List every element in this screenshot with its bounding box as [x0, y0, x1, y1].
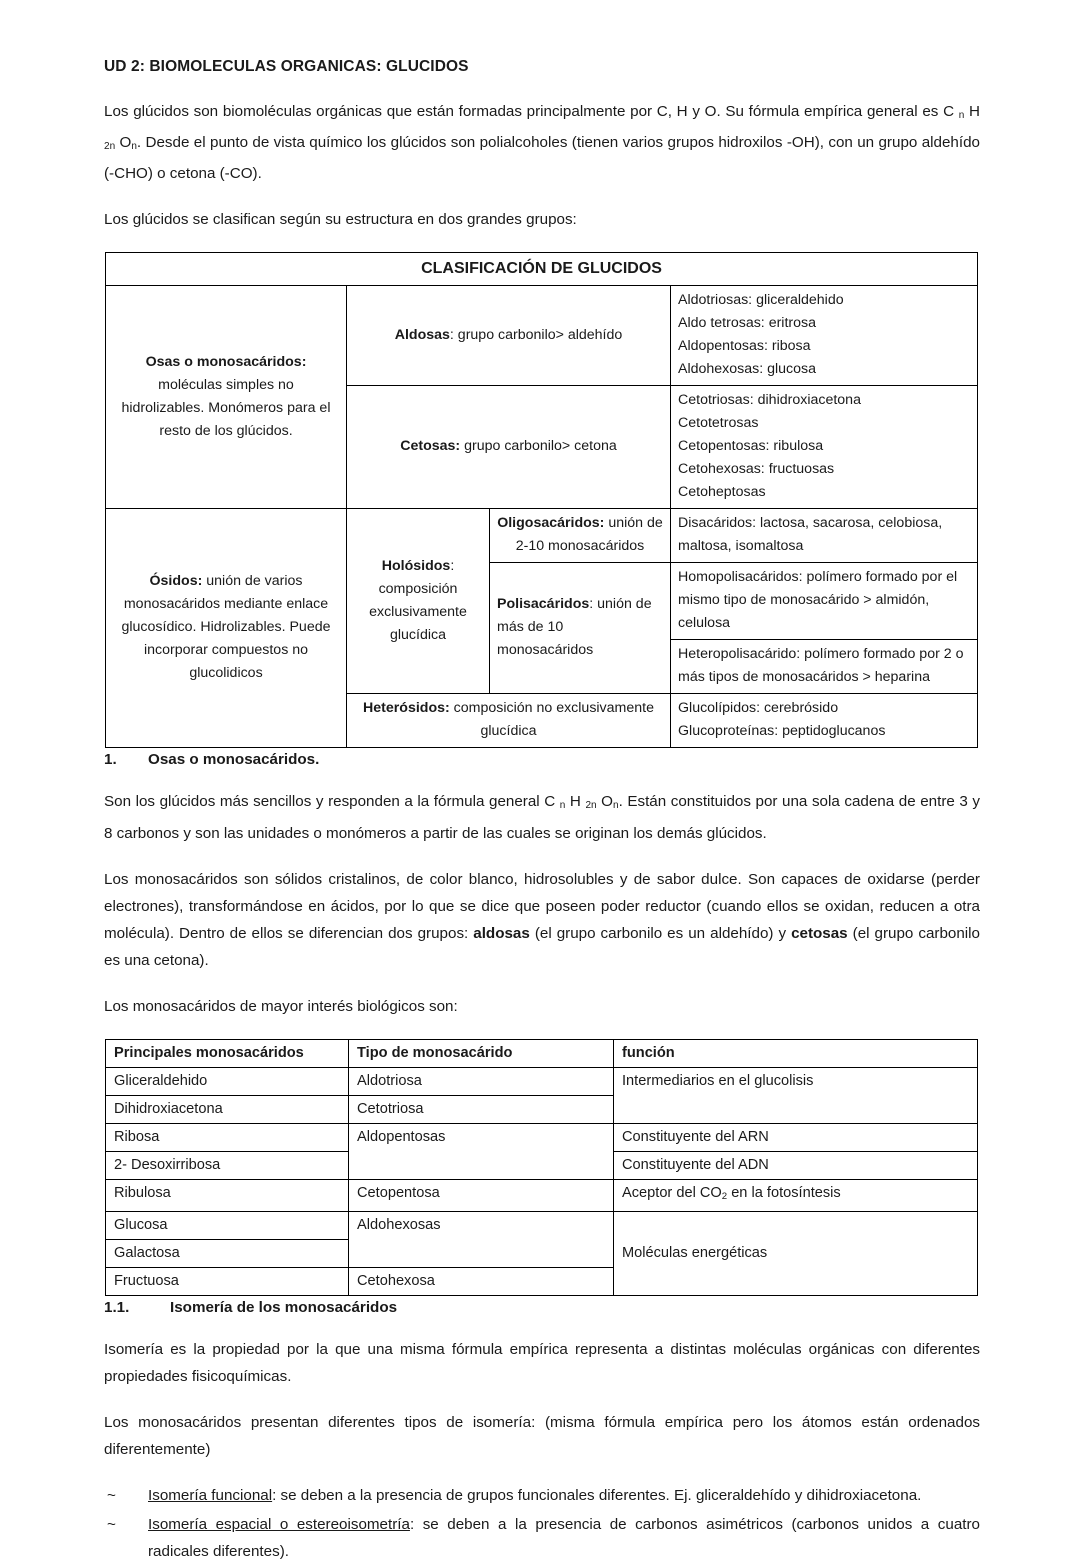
section-1-paragraph-3: Los monosacáridos de mayor interés biológicos son:	[104, 997, 458, 1015]
classification-table-title: CLASIFICACIÓN DE GLUCIDOS	[106, 253, 978, 286]
header-tipo: Tipo de monosacárido	[349, 1039, 614, 1067]
page-title: UD 2: BIOMOLECULAS ORGANICAS: GLUCIDOS	[104, 58, 469, 75]
cell-monosaccharide-name: Gliceraldehido	[106, 1067, 349, 1095]
formula-subscript-n2: n	[131, 141, 137, 153]
table-header-row	[106, 1039, 978, 1067]
cell-monosaccharide-name: 2- Desoxirribosa	[106, 1151, 349, 1179]
osas-desc: moléculas simples no hidrolizables. Monómeros para el resto de los glúcidos.	[121, 376, 331, 439]
cell-osidos	[106, 509, 347, 748]
aldosas-emphasis: aldosas	[473, 924, 530, 942]
header-funcion: función	[614, 1039, 978, 1067]
cell-monosaccharide-function	[614, 1179, 978, 1211]
intro-paragraph-1	[104, 98, 980, 187]
section-1-1-number: 1.1.	[104, 1298, 130, 1316]
isomeria-list	[104, 1482, 980, 1565]
cell-monosaccharide-type: Cetopentosa	[349, 1179, 614, 1211]
section-1-paragraph-2	[104, 866, 980, 974]
list-item: Glucoproteínas: peptidoglucanos	[678, 723, 886, 740]
polisacaridos-label: Polisacáridos	[497, 596, 590, 613]
intro-text-d: . Desde el punto de vista químico los glúcidos son polialcoholes (tienen varios grupos hidroxilos -OH), con un grupo aldehído (-CHO) o cetona (-CO).	[104, 134, 980, 183]
cell-oligosacaridos-detail: Disacáridos: lactosa, sacarosa, celobiosa, maltosa, isomaltosa	[671, 509, 978, 563]
s1-text-d: . Están constituidos por una sola cadena de entre 3 y 8 carbonos y son las unidades o monómeros a partir de las cuales se originan los demás glúcidos.	[104, 793, 980, 842]
list-item: Cetotetrosas	[678, 415, 759, 432]
holosidos-label: Holósidos	[381, 557, 451, 574]
oligosacaridos-desc: unión de 2-10 monosacáridos	[515, 515, 663, 555]
isomeria-espacial-desc: : se deben a la presencia de carbonos asimétricos (carbonos unidos a cuatro radicales diferentes).	[148, 1515, 980, 1560]
section-1-heading	[104, 751, 980, 768]
list-item: Aldo tetrosas: eritrosa	[678, 315, 816, 332]
cell-monosaccharide-name: Fructuosa	[106, 1267, 349, 1295]
isomeria-espacial-term: Isomería espacial o estereoisometría	[148, 1515, 410, 1533]
intro-paragraph-2: Los glúcidos se clasifican según su estructura en dos grandes grupos:	[104, 211, 577, 229]
table-row	[106, 1067, 978, 1095]
section-1-1-heading	[104, 1299, 980, 1316]
cell-monosaccharide-type: Cetohexosa	[349, 1267, 614, 1295]
cell-oligosacaridos	[490, 509, 671, 563]
list-item: Aldopentosas: ribosa	[678, 338, 811, 355]
section-1-1-paragraph-1: Isomería es la propiedad por la que una misma fórmula empírica representa a distintas moléculas orgánicas con diferentes propiedades fisicoquímicas.	[104, 1340, 980, 1385]
cell-homopolisacaridos: Homopolisacáridos: polímero formado por el mismo tipo de monosacárido > almidón, celulosa	[671, 563, 978, 640]
cell-monosaccharide-name: Ribulosa	[106, 1179, 349, 1211]
cell-heterosidos-detail	[671, 694, 978, 748]
tilde-bullet-icon: ~	[107, 1486, 116, 1504]
cell-monosaccharide-type: Cetotriosa	[349, 1095, 614, 1123]
polisacaridos-desc: : unión de más de 10 monosacáridos	[497, 596, 652, 659]
osidos-label: Ósidos:	[149, 573, 203, 590]
table-row-oligosacaridos	[106, 509, 978, 563]
formula-subscript-n4: n	[613, 800, 619, 812]
co2-subscript: 2	[721, 1190, 728, 1202]
section-1-title: Osas o monosacáridos.	[148, 751, 320, 769]
table-row-title	[106, 253, 978, 286]
s1p2-text-c: (el grupo carbonilo es una cetona).	[104, 924, 980, 969]
formula-subscript-n1: n	[958, 110, 965, 122]
cell-monosaccharide-function: Moléculas energéticas	[614, 1211, 978, 1295]
cell-monosaccharide-type: Aldotriosa	[349, 1067, 614, 1095]
cell-aldosas	[347, 286, 671, 386]
s1p2-text-b: (el grupo carbonilo es un aldehído) y	[529, 924, 792, 942]
list-item: Cetotriosas: dihidroxiacetona	[678, 392, 861, 409]
list-item: Cetoheptosas	[678, 484, 766, 501]
formula-subscript-2n2: 2n	[585, 800, 597, 812]
isomeria-funcional-term: Isomería funcional	[148, 1486, 273, 1504]
heterosidos-desc: composición no exclusivamente glucídica	[449, 700, 654, 740]
intro-text-b: H	[964, 103, 981, 120]
aldosas-desc: : grupo carbonilo> aldehído	[449, 326, 623, 343]
cell-cetosas-examples	[671, 386, 978, 509]
cell-monosaccharide-name: Ribosa	[106, 1123, 349, 1151]
cell-monosaccharide-name: Glucosa	[106, 1211, 349, 1239]
s1-text-a: Son los glúcidos más sencillos y responden a la fórmula general C	[104, 793, 560, 811]
list-item: Cetopentosas: ribulosa	[678, 438, 824, 455]
list-item: Aldohexosas: glucosa	[678, 361, 817, 378]
cell-heterosidos	[347, 694, 671, 748]
table-row	[106, 1179, 978, 1211]
table-row	[106, 1211, 978, 1239]
classification-table	[105, 252, 978, 748]
list-item: Glucolípidos: cerebrósido	[678, 700, 839, 717]
cell-holosidos	[347, 509, 490, 694]
oligosacaridos-label: Oligosacáridos:	[497, 515, 605, 532]
section-1-number: 1.	[104, 751, 117, 769]
heterosidos-label: Heterósidos:	[363, 700, 450, 717]
cetosas-label: Cetosas:	[400, 438, 461, 455]
cell-monosaccharide-function: Intermediarios en el glucolisis	[614, 1067, 978, 1123]
isomeria-funcional-desc: : se deben a la presencia de grupos funcionales diferentes. Ej. gliceraldehído y dihidroxiacetona.	[272, 1486, 922, 1504]
formula-subscript-n3: n	[559, 800, 566, 812]
table-row	[106, 1123, 978, 1151]
cetosas-desc: grupo carbonilo> cetona	[460, 438, 617, 455]
aldosas-label: Aldosas	[394, 326, 450, 343]
cell-polisacaridos	[490, 563, 671, 694]
cell-monosaccharide-type: Aldopentosas	[349, 1123, 614, 1179]
s1p2-text-a: Los monosacáridos son sólidos cristalinos, de color blanco, hidrosolubles y de sabor dulce. Son capaces de oxidarse (perder electrones), transformándose en ácidos, por lo que se dice que poseen poder reductor (cuando ellos se oxidan, reducen a otra molécula). Dentro de ellos se diferencian dos grupos:	[104, 870, 980, 942]
func-text-a: Aceptor del CO	[622, 1184, 722, 1201]
cell-heteropolisacaridos: Heteropolisacárido: polímero formado por 2 o más tipos de monosacáridos > heparina	[671, 640, 978, 694]
cell-osas	[106, 286, 347, 509]
section-1-1-title: Isomería de los monosacáridos	[170, 1298, 398, 1316]
func-text-b: en la fotosíntesis	[727, 1184, 841, 1201]
tilde-bullet-icon: ~	[107, 1515, 116, 1533]
list-item: Aldotriosas: gliceraldehido	[678, 292, 844, 309]
cell-monosaccharide-name: Galactosa	[106, 1239, 349, 1267]
intro-text-a: Los glúcidos son biomoléculas orgánicas que están formadas principalmente por C, H y O. Su fórmula empírica general es C	[104, 103, 959, 120]
cell-monosaccharide-function: Constituyente del ARN	[614, 1123, 978, 1151]
table-row-aldosas	[106, 286, 978, 386]
header-principales: Principales monosacáridos	[106, 1039, 349, 1067]
osidos-desc: unión de varios monosacáridos mediante enlace glucosídico. Hidrolizables. Puede incorporar compuestos no glucolidicos	[121, 573, 331, 682]
section-1-paragraph-1	[104, 788, 980, 846]
osas-label: Osas o monosacáridos:	[145, 353, 307, 370]
monosaccharides-table	[105, 1039, 978, 1296]
cell-aldosas-examples	[671, 286, 978, 386]
formula-subscript-2n1: 2n	[104, 141, 116, 153]
list-item: Cetohexosas: fructuosas	[678, 461, 835, 478]
holosidos-desc: : composición exclusivamente glucídica	[369, 557, 467, 643]
section-1-1-paragraph-2: Los monosacáridos presentan diferentes tipos de isomería: (misma fórmula empírica pero los átomos están ordenados diferentemente)	[104, 1413, 980, 1458]
cell-monosaccharide-name: Dihidroxiacetona	[106, 1095, 349, 1123]
s1-text-c: O	[596, 793, 613, 811]
cell-cetosas	[347, 386, 671, 509]
s1-text-b: H	[565, 793, 586, 811]
list-item	[104, 1482, 980, 1509]
intro-text-c: O	[115, 134, 132, 152]
cell-monosaccharide-type: Aldohexosas	[349, 1211, 614, 1267]
list-item	[104, 1511, 980, 1565]
cetosas-emphasis: cetosas	[791, 924, 848, 942]
cell-monosaccharide-function: Constituyente del ADN	[614, 1151, 978, 1179]
